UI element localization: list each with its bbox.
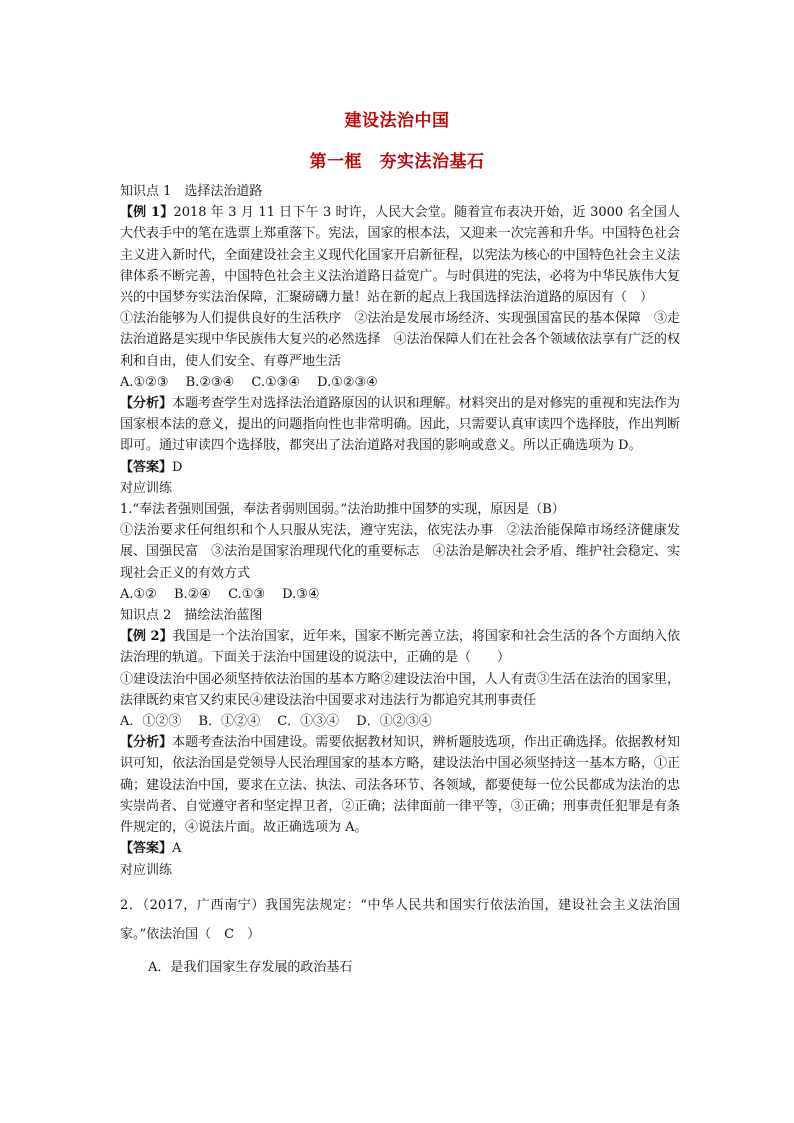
page-title: 建设法治中国 [344,111,450,131]
question-2-option-a: A．是我们国家生存发展的政治基石 [148,959,353,975]
example-2-answer-value: A [172,841,182,857]
example-1 [120,202,680,308]
example-1-options: A.①②③ B.②③④ C.①③④ D.①②③④ [120,374,378,390]
example-2-answer [120,838,680,859]
example-1-answer-label: 【答案】 [120,459,173,475]
knowledge-point-2: 知识点 2 描绘法治蓝图 [120,608,263,624]
practice-heading-1: 对应训练 [120,480,173,496]
question-1: 1.“奉法者强则国强，奉法者弱则国弱。”法治助推中国梦的实现，原因是（B） [120,502,565,518]
section-subtitle: 第一框 夯实法治基石 [309,152,485,172]
practice-heading-2: 对应训练 [120,862,173,878]
example-2-analysis [120,732,680,838]
example-2-options: A．①②③ B．①②④ C．①③④ D．①②③④ [120,714,432,730]
question-1-items: ①法治要求任何组织和个人只服从宪法，遵守宪法，依宪法办事 ②法治能保障市场经济健康发展、国强民富 ③法治是国家治理现代化的重要标志 ④法治是解决社会矛盾、维护社会稳定、实现社会正义的有效方式 [120,523,680,581]
example-1-answer-value: D [172,459,183,475]
example-1-label: 【例 1】 [120,205,174,221]
question-1-options: A.①② B.②④ C.①③ D.③④ [120,586,320,602]
example-2-label: 【例 2】 [120,629,173,645]
example-1-answer [120,457,680,478]
question-2: 2．（2017，广西南宁）我国宪法规定：“中华人民共和国实行依法治国，建设社会主义法治国家。”依法治国（ C ） [120,897,680,942]
example-2-analysis-text: 本题考查法治中国建设。需要依据教材知识，辨析题肢选项，作出正确选择。依据教材知识可知，依法治国是党领导人民治理国家的基本方略，建设法治中国必须坚持这一基本方略，①正确；建设法治中国，要求在立法、执法、司法各环节、各领域，都要使每一位公民都成为法治的忠实崇尚者、自觉遵守者和坚定捍卫者，②正确；法律面前一律平等，③正确；刑事责任犯罪是有条件规定的，④说法片面。故正确选项为 A。 [120,735,680,836]
example-1-analysis-text: 本题考查学生对选择法治道路原因的认识和理解。材料突出的是对修宪的重视和宪法作为国家根本法的意义，提出的问题指向性也非常明确。因此，只需要认真审读四个选择肢，作出判断即可。通过审读四个选择肢，都突出了法治道路对我国的影响或意义。所以正确选项为 D。 [120,396,680,454]
example-2-items: ①建设法治中国必须坚持依法治国的基本方略②建设法治中国，人人有责③生活在法治的国家里，法律既约束官又约束民④建设法治中国要求对违法行为都追究其刑事责任 [120,671,680,708]
example-2 [120,626,680,668]
example-2-answer-label: 【答案】 [120,841,173,857]
example-1-text: 2018 年 3 月 11 日下午 3 时许，人民大会堂。随着宣布表决开始，近 3000 名全国人大代表手中的笔在选票上郑重落下。宪法，国家的根本法，又迎来一次完善和升华。中国特色社会主义进入新时代，全面建设社会主义现代化国家开启新征程，以宪法为核心的中国特色社会主义法律体系不断完善，中国特色社会主义法治道路日益宽广。与时俱进的宪法，必将为中华民族伟大复兴的中国梦夯实法治保障，汇聚磅礴力量！站在新的起点上我国选择法治道路的原因有（ ） [120,205,680,306]
document-body [120,181,680,978]
example-1-analysis [120,393,680,457]
example-1-analysis-label: 【分析】 [120,396,173,412]
example-1-items: ①法治能够为人们提供良好的生活秩序 ②法治是发展市场经济、实现强国富民的基本保障 ③走法治道路是实现中华民族伟大复兴的必然选择 ④法治保障人们在社会各个领域依法享有广泛的权利和自由，使人们安全、有尊严地生活 [120,311,680,369]
example-2-analysis-label: 【分析】 [120,735,173,751]
knowledge-point-1: 知识点 1 选择法治道路 [120,184,263,199]
example-2-text: 我国是一个法治国家，近年来，国家不断完善立法，将国家和社会生活的各个方面纳入依法治理的轨道。下面关于法治中国建设的说法中，正确的是（ ） [120,629,680,666]
